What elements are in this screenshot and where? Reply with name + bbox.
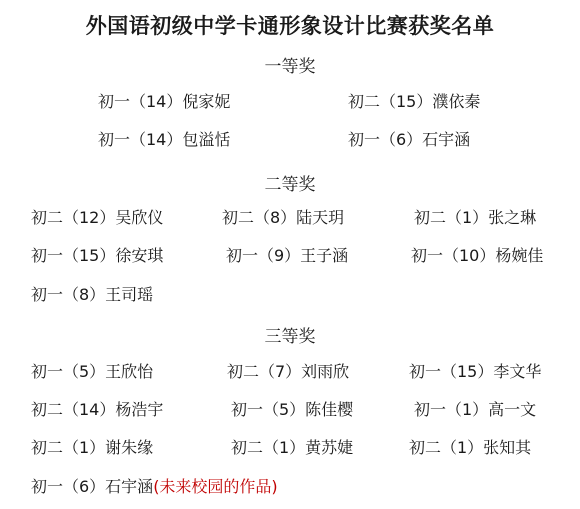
second-prize-entry: 初二（12）吴欣仪 xyxy=(31,208,164,227)
third-prize-entry: 初一（5）陈佳樱 xyxy=(231,400,354,419)
third-prize-entry: 初二（14）杨浩宇 xyxy=(31,400,164,419)
first-prize-entry: 初一（14）包溢恬 xyxy=(98,130,231,149)
second-prize-entry: 初一（9）王子涵 xyxy=(226,246,349,265)
third-prize-entry: 初二（1）张知其 xyxy=(409,438,532,457)
entry-note: (未来校园的作品) xyxy=(153,477,278,496)
third-prize-entry: 初一（15）李文华 xyxy=(409,362,542,381)
second-prize-entry: 初一（15）徐安琪 xyxy=(31,246,164,265)
third-prize-entry-with-note xyxy=(31,477,278,497)
third-prize-heading: 三等奖 xyxy=(264,327,316,347)
second-prize-entry: 初二（1）张之琳 xyxy=(414,208,537,227)
third-prize-entry: 初二（7）刘雨欣 xyxy=(227,362,350,381)
second-prize-heading: 二等奖 xyxy=(264,175,316,195)
second-prize-entry: 初二（8）陆天玥 xyxy=(222,208,345,227)
first-prize-heading: 一等奖 xyxy=(264,57,316,77)
third-prize-entry: 初二（1）黄苏婕 xyxy=(231,438,354,457)
third-prize-entry: 初一（1）高一文 xyxy=(414,400,537,419)
second-prize-entry: 初一（8）王司瑶 xyxy=(31,285,154,304)
third-prize-entry: 初一（5）王欣怡 xyxy=(31,362,154,381)
first-prize-entry: 初一（6）石宇涵 xyxy=(348,130,471,149)
second-prize-entry: 初一（10）杨婉佳 xyxy=(411,246,544,265)
third-prize-entry: 初一（6）石宇涵 xyxy=(31,477,154,496)
page-title: 外国语初级中学卡通形象设计比赛获奖名单 xyxy=(85,14,495,38)
third-prize-entry: 初二（1）谢朱缘 xyxy=(31,438,154,457)
first-prize-entry: 初一（14）倪家妮 xyxy=(98,92,231,111)
first-prize-entry: 初二（15）濮依秦 xyxy=(348,92,481,111)
